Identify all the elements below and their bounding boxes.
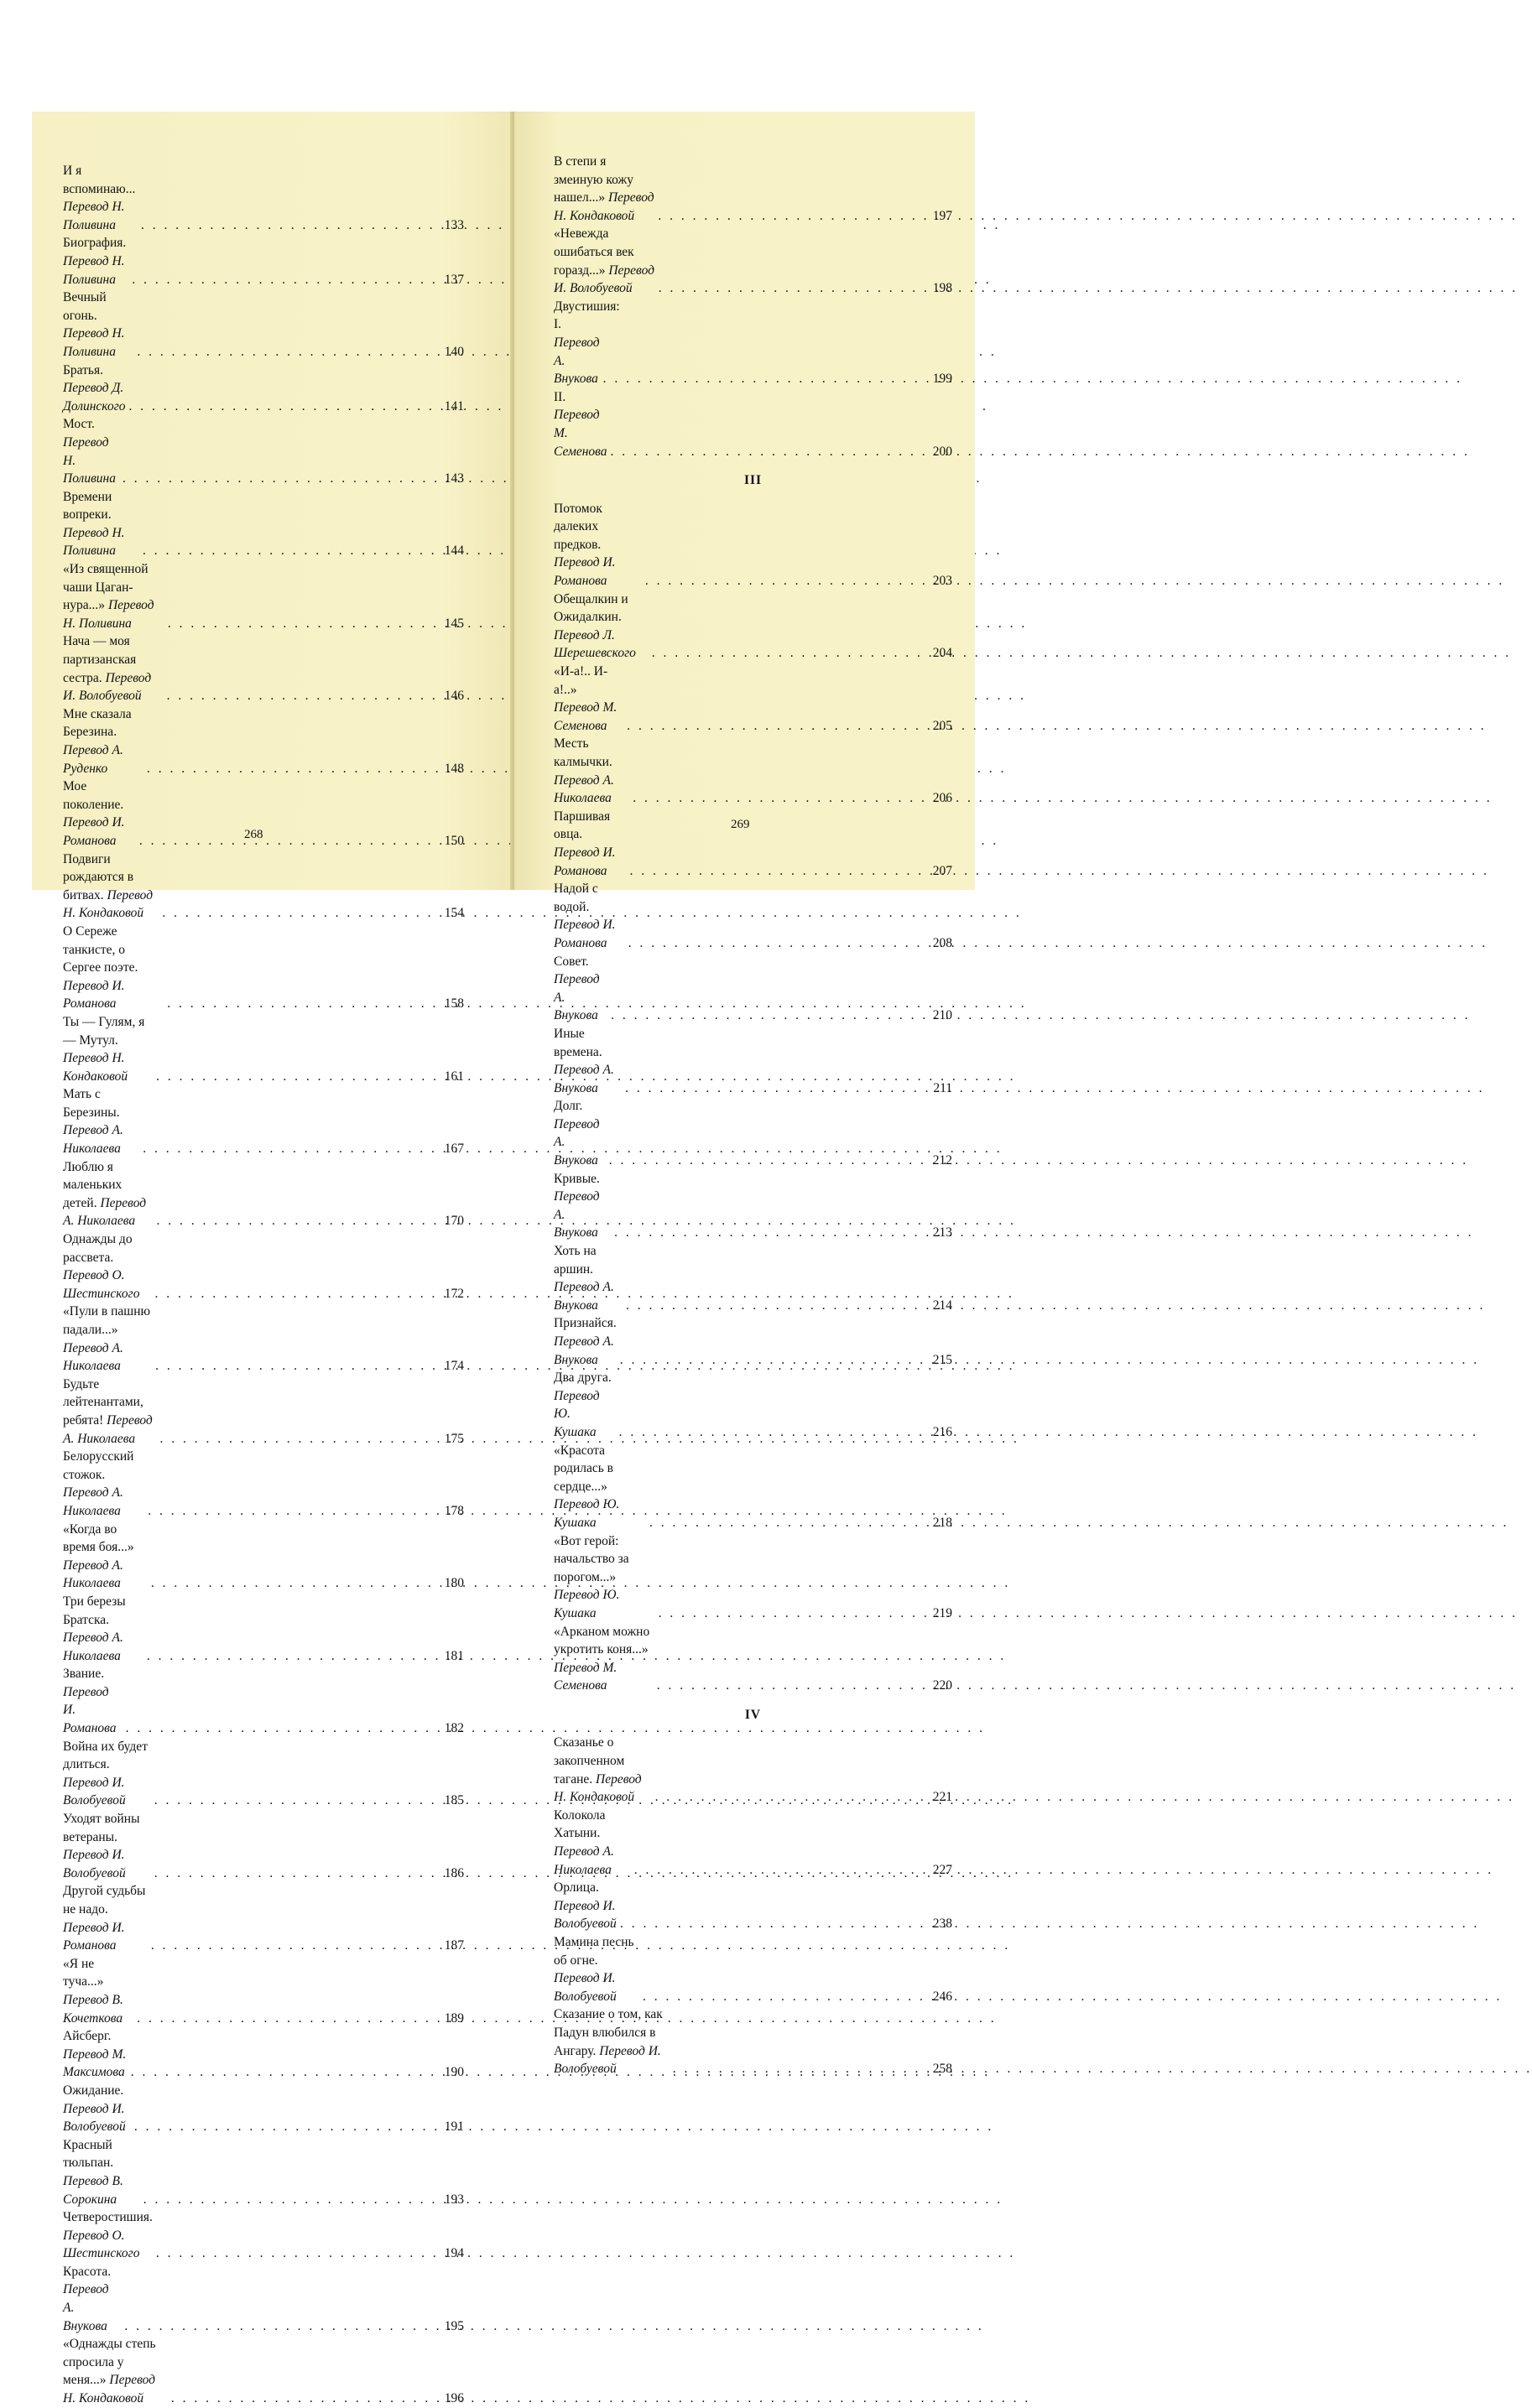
entry-title: И я вспоминаю... (63, 164, 136, 196)
entry-title: «Из священной чаши Цаган-нура...» (63, 562, 149, 613)
right-page (514, 112, 975, 2077)
entry-translator: Перевод А. Внукова (554, 1116, 600, 1168)
entry-title: Уходят войны ветераны. (63, 1812, 140, 1844)
entry-title: Четверостишия. (63, 2210, 153, 2225)
entry-translator: Перевод А. Николаева (63, 1412, 153, 1446)
entry-page-number: 154 (444, 906, 464, 921)
entry-title: Ожидание. (63, 2083, 124, 2098)
entry-translator: Перевод М. Максимова (63, 2047, 127, 2080)
entry-translator: Перевод М. Семенова (554, 408, 607, 459)
entry-title: «Невежда ошибаться век горазд...» (554, 226, 634, 278)
book-spread (32, 112, 975, 2406)
entry-translator: Перевод А. Внукова (554, 1280, 614, 1313)
toc-entry (63, 1376, 464, 1448)
entry-page-number: 197 (932, 208, 952, 223)
entry-translator: Перевод Д. Долинского (63, 381, 126, 413)
entry-title: «Когда во время боя...» (63, 1521, 134, 1555)
dot-leader (620, 1351, 927, 1370)
entry-page-number: 140 (444, 344, 464, 359)
toc-entry (63, 2335, 464, 2407)
entry-page-number: 193 (444, 2192, 464, 2207)
dot-leader (625, 1079, 927, 1098)
entry-page-number: 212 (932, 1153, 952, 1168)
toc-entry (554, 1369, 952, 1441)
section-heading-4: IV (744, 1707, 762, 1722)
entry-title: Будьте лейтенантами, ребята! (63, 1376, 143, 1428)
entry-title: Вечный огонь. (63, 290, 107, 323)
entry-page-number: 204 (932, 646, 952, 661)
entry-title: Однажды до рассвета. (63, 1232, 133, 1265)
dot-leader (129, 398, 439, 416)
entry-page-number: 211 (933, 1080, 952, 1095)
dot-leader (619, 1423, 927, 1442)
entry-translator: Перевод А. Николаева (63, 1485, 123, 1518)
dot-leader (122, 470, 439, 488)
entry-page-number: 198 (932, 281, 952, 296)
entry-translator: Перевод М. Семенова (554, 1660, 617, 1693)
entry-title: Признайся. (554, 1316, 617, 1331)
entry-title: Звание. (63, 1667, 105, 1682)
entry-page-number: 172 (444, 1286, 464, 1301)
entry-translator: Перевод И. Романова (554, 555, 616, 589)
entry-page-number: 186 (444, 1865, 464, 1880)
entry-page-number: 170 (444, 1214, 464, 1229)
entry-translator: Перевод Н. Поливина (63, 253, 125, 287)
toc-entry (63, 488, 464, 560)
toc-entry (63, 1303, 464, 1375)
dot-leader (126, 1719, 439, 1738)
dot-leader (645, 572, 927, 590)
toc-entry (554, 1442, 952, 1532)
entry-page-number: 210 (932, 1008, 952, 1023)
entry-title: II. (554, 389, 566, 404)
toc-entry (63, 2027, 464, 2082)
entry-page-number: 175 (444, 1431, 464, 1446)
dot-leader (155, 1285, 439, 1303)
entry-title: Орлица. (554, 1880, 599, 1896)
dot-leader (168, 615, 439, 633)
toc-entry (63, 1882, 464, 1954)
toc-entry (63, 1521, 464, 1593)
dot-leader (151, 1937, 439, 1955)
entry-title: «И-а!.. И-а!..» (554, 664, 608, 697)
toc-entry (63, 415, 464, 487)
dot-leader (673, 2060, 927, 2078)
toc-entry (554, 1025, 952, 1097)
dot-leader (611, 443, 927, 461)
entry-translator: Перевод Н. Кондаковой (554, 1771, 642, 1805)
page-number-right: 269 (731, 818, 750, 831)
entry-title: Нача — моя партизанская сестра. (63, 634, 137, 685)
toc-entry (554, 1807, 952, 1879)
entry-title: Красный тюльпан. (63, 2137, 114, 2171)
entry-page-number: 187 (444, 1938, 464, 1953)
entry-page-number: 174 (444, 1359, 464, 1374)
page-number-left: 268 (244, 828, 263, 841)
entry-translator: Перевод Н. Поливина (63, 525, 125, 559)
toc-entry (63, 1013, 464, 1085)
entry-translator: Перевод И. Волобуевой (554, 1971, 617, 2004)
entry-translator: Перевод А. Николаева (63, 1195, 147, 1229)
dot-leader (649, 1514, 927, 1532)
entry-translator: Перевод А. Николаева (63, 1340, 123, 1374)
toc-entry (554, 1532, 952, 1623)
entry-translator: Перевод И. Волобуевой (63, 1775, 126, 1808)
dot-leader (151, 1574, 439, 1593)
toc-entry (554, 388, 952, 460)
entry-page-number: 185 (444, 1793, 464, 1808)
dot-leader (137, 343, 439, 361)
entry-page-number: 218 (932, 1515, 952, 1530)
dot-leader (132, 271, 439, 289)
dot-leader (139, 832, 439, 850)
entry-page-number: 182 (444, 1721, 464, 1736)
entry-title: Люблю я маленьких детей. (63, 1159, 122, 1210)
toc-entry (63, 162, 464, 234)
dot-leader (630, 862, 927, 881)
entry-translator: Перевод И. Волобуевой (63, 2101, 126, 2135)
left-page (32, 112, 513, 2406)
entry-page-number: 191 (444, 2119, 464, 2135)
dot-leader (620, 1915, 927, 1933)
entry-page-number: 219 (932, 1605, 952, 1620)
entry-title: Сказанье о закопченном тагане. (554, 1735, 625, 1786)
entry-translator: Перевод А. Николаева (63, 1558, 123, 1591)
toc-entry (63, 778, 464, 850)
toc-entry (63, 1665, 464, 1737)
entry-page-number: 150 (444, 833, 464, 848)
dot-leader (614, 1224, 927, 1242)
dot-leader (155, 1357, 439, 1376)
entry-page-number: 181 (444, 1648, 464, 1663)
entry-translator: Перевод Л. Шерешевского (554, 627, 636, 661)
dot-leader (156, 2244, 439, 2263)
entry-page-number: 213 (932, 1225, 952, 1240)
dot-leader (634, 1861, 927, 1880)
entry-title: Хоть на аршин. (554, 1244, 597, 1277)
toc-entry (554, 2005, 952, 2078)
entry-title: «Пули в пашню падали...» (63, 1304, 151, 1337)
entry-translator: Перевод А. Внукова (554, 1189, 600, 1240)
entry-title: «Красота родилась в сердце...» (554, 1443, 613, 1494)
dot-leader (655, 1788, 927, 1807)
entry-page-number: 137 (444, 272, 464, 287)
toc-entry (63, 361, 464, 416)
entry-title: Паршивая овца. (554, 809, 611, 842)
dot-leader (652, 644, 927, 663)
dot-leader (154, 1792, 439, 1810)
entry-page-number: 216 (932, 1424, 952, 1439)
entry-translator: Перевод Н. Поливина (63, 434, 116, 486)
toc-entry (554, 500, 952, 590)
entry-page-number: 146 (444, 689, 464, 704)
entry-page-number: 246 (932, 1989, 952, 2004)
entry-page-number: 133 (444, 217, 464, 232)
dot-leader (633, 789, 927, 808)
toc-entry (554, 880, 952, 952)
table-of-contents-right (554, 153, 952, 2078)
toc-entry (554, 590, 952, 663)
entry-translator: Перевод И. Романова (63, 815, 125, 848)
dot-leader (156, 1212, 439, 1230)
entry-title: «Арканом можно укротить коня...» (554, 1624, 650, 1657)
dot-leader (609, 1152, 927, 1170)
toc-entry (63, 560, 464, 632)
entry-translator: Перевод И. Романова (554, 918, 616, 950)
entry-translator: Перевод Н. Кондаковой (63, 1051, 128, 1084)
entry-page-number: 141 (444, 398, 464, 413)
entry-page-number: 208 (932, 935, 952, 950)
toc-entry (554, 1170, 952, 1242)
dot-leader (659, 279, 927, 298)
toc-entry (554, 808, 952, 880)
entry-title: Времени вопреки. (63, 489, 112, 523)
entry-translator: Перевод В. Сорокина (63, 2173, 123, 2207)
entry-page-number: 205 (932, 718, 952, 733)
entry-translator: Перевод А. Руденко (63, 743, 123, 776)
entry-page-number: 227 (932, 1862, 952, 1877)
entry-page-number: 144 (444, 543, 464, 559)
dot-leader (143, 542, 439, 560)
dot-leader (156, 1068, 439, 1086)
entry-page-number: 167 (444, 1142, 464, 1157)
dvustishiya-label: Двустишия: (554, 299, 620, 314)
dot-leader (603, 370, 927, 388)
dot-leader (154, 1865, 439, 1883)
dot-leader (659, 1604, 927, 1623)
toc-entry (63, 1448, 464, 1520)
entry-page-number: 206 (932, 791, 952, 806)
entry-translator: Перевод И. Волобуевой (63, 1848, 126, 1880)
entry-title: Другой судьбы не надо. (63, 1884, 146, 1917)
entry-translator: Перевод Н. Поливина (63, 200, 125, 232)
entry-translator: Перевод Н. Поливина (63, 598, 154, 631)
entry-title: В степи я змеиную кожу нашел...» (554, 154, 633, 205)
entry-page-number: 190 (444, 2065, 464, 2080)
entry-page-number: 203 (932, 574, 952, 589)
section-heading-3: III (743, 473, 763, 488)
dot-leader (657, 1677, 927, 1695)
entry-translator: Перевод О. Шестинского (63, 1268, 140, 1301)
dot-leader (141, 216, 439, 235)
entry-translator: Перевод А. Николаева (554, 1844, 614, 1877)
entry-title: Мамина песнь об огне. (554, 1935, 634, 1968)
entry-translator: Перевод А. Николаева (63, 1123, 123, 1157)
dot-leader (147, 760, 439, 778)
entry-translator: Перевод А. Внукова (554, 1063, 614, 1095)
toc-entry (63, 632, 464, 705)
toc-entry (63, 1593, 464, 1665)
dot-leader (137, 2010, 439, 2028)
entry-title: Мне сказала Березина. (63, 706, 132, 740)
toc-entry (554, 1314, 952, 1369)
entry-page-number: 200 (932, 444, 952, 459)
entry-page-number: 238 (932, 1917, 952, 1932)
dot-leader (628, 934, 927, 953)
toc-entry (554, 953, 952, 1025)
toc-entry (63, 1230, 464, 1303)
entry-translator: Перевод А. Внукова (554, 1334, 614, 1367)
entry-title: Белорусский стожок. (63, 1449, 134, 1482)
dot-leader (171, 2390, 439, 2408)
entry-page-number: 195 (444, 2318, 464, 2333)
entry-title: Надой с водой. (554, 882, 598, 914)
entry-title: Подвиги рождаются в битвах. (63, 851, 134, 902)
entry-translator: Перевод Н. Кондаковой (63, 887, 154, 921)
dot-leader (658, 207, 927, 226)
toc-entry (554, 663, 952, 735)
dot-leader (148, 1502, 439, 1521)
entry-title: «Однажды степь спросила у меня...» (63, 2337, 156, 2388)
toc-entry (554, 735, 952, 807)
entry-title: Мост. (63, 417, 95, 432)
dot-leader (147, 1647, 439, 1666)
entry-translator: Перевод А. Николаева (63, 1630, 123, 1663)
toc-entry (554, 1623, 952, 1695)
entry-translator: Перевод И. Волобуевой (63, 670, 152, 704)
entry-page-number: 220 (932, 1678, 952, 1693)
entry-page-number: 207 (932, 863, 952, 878)
entry-title: Красота. (63, 2264, 112, 2279)
toc-entry (554, 225, 952, 297)
entry-title: Колокола Хатыни. (554, 1807, 606, 1841)
toc-entry (554, 1879, 952, 1933)
entry-translator: Перевод И. Романова (63, 1920, 125, 1953)
table-of-contents-left (63, 162, 464, 2408)
entry-title: Долг. (554, 1099, 583, 1114)
entry-title: Три березы Братска. (63, 1594, 126, 1627)
entry-page-number: 215 (932, 1352, 952, 1367)
entry-translator: Перевод Ю. Кушака (554, 1497, 620, 1530)
dot-leader (143, 2191, 439, 2209)
entry-translator: Перевод В. Кочеткова (63, 1992, 123, 2026)
entry-title: Потомок далеких предков. (554, 501, 602, 552)
toc-entry (63, 923, 464, 1013)
toc-entry (554, 315, 952, 387)
toc-entry (554, 1734, 952, 1806)
entry-page-number: 161 (444, 1069, 464, 1084)
toc-entry (63, 850, 464, 923)
entry-title: Обещалкин и Ожидалкин. (554, 591, 628, 625)
entry-page-number: 148 (444, 761, 464, 776)
entry-page-number: 158 (444, 996, 464, 1012)
dot-leader (143, 1140, 439, 1158)
entry-title: Биография. (63, 236, 127, 251)
toc-entry (63, 2136, 464, 2208)
toc-entry (63, 2082, 464, 2136)
dot-leader (160, 1430, 439, 1448)
toc-entry (554, 1933, 952, 2005)
entry-title: Иные времена. (554, 1026, 602, 1059)
entry-translator: Перевод А. Николаева (554, 772, 614, 806)
entry-title: Ты — Гулям, я — Мутул. (63, 1014, 145, 1048)
entry-translator: Перевод А. Внукова (63, 2282, 109, 2333)
entry-page-number: 180 (444, 1576, 464, 1591)
dot-leader (167, 687, 439, 705)
entry-page-number: 258 (932, 2062, 952, 2077)
entry-title: Война их будет длиться. (63, 1739, 148, 1772)
toc-entry (63, 234, 464, 289)
entry-title: О Сереже танкисте, о Сергее поэте. (63, 923, 138, 975)
entry-title: Сказание о том, как Падун влюбился в Ангару. (554, 2007, 663, 2058)
entry-title: Месть калмычки. (554, 736, 612, 769)
toc-entry (63, 1810, 464, 1882)
entry-page-number: 214 (932, 1298, 952, 1313)
entry-translator: Перевод Н. Поливина (63, 326, 125, 359)
entry-translator: Перевод Н. Кондаковой (554, 190, 654, 223)
toc-entry (63, 1738, 464, 1810)
toc-entry (63, 705, 464, 778)
entry-page-number: 178 (444, 1503, 464, 1518)
entry-title: Мать с Березины. (63, 1087, 120, 1120)
entry-translator: Перевод И. Волобуевой (554, 2043, 661, 2077)
entry-page-number: 145 (444, 616, 464, 631)
dot-leader (162, 904, 439, 923)
entry-translator: Перевод Ю. Кушака (554, 1588, 620, 1620)
toc-entry (63, 289, 464, 361)
toc-entry (63, 1085, 464, 1157)
entry-title: Айсберг. (63, 2029, 112, 2044)
dot-leader (134, 2118, 439, 2136)
toc-entry (554, 153, 952, 225)
entry-title: Братья. (63, 362, 103, 377)
entry-page-number: 199 (932, 372, 952, 387)
entry-translator: Перевод А. Внукова (554, 972, 600, 1023)
entry-translator: Перевод И. Романова (554, 845, 616, 878)
dot-leader (167, 995, 439, 1013)
entry-translator: Перевод И. Романова (63, 1684, 117, 1736)
entry-page-number: 189 (444, 2010, 464, 2026)
entry-translator: Перевод Н. Кондаковой (63, 2373, 155, 2406)
entry-title: Мое поколение. (63, 779, 124, 812)
dot-leader (627, 717, 927, 736)
entry-title: Кривые. (554, 1171, 600, 1186)
entry-page-number: 194 (444, 2246, 464, 2261)
entry-page-number: 143 (444, 471, 464, 486)
entry-translator: Перевод А. Внукова (554, 335, 600, 387)
dot-leader (131, 2063, 439, 2082)
entry-title: I. (554, 317, 562, 332)
toc-entry (554, 1242, 952, 1314)
entry-translator: Перевод Ю. Кушака (554, 1388, 600, 1439)
entry-page-number: 221 (932, 1790, 952, 1805)
toc-entry (63, 1955, 464, 2027)
entry-translator: Перевод М. Семенова (554, 700, 617, 733)
toc-entry (63, 2208, 464, 2263)
dot-leader (124, 2317, 439, 2336)
entry-title: Два друга. (554, 1370, 612, 1386)
entry-title: «Вот герой: начальство за порогом...» (554, 1533, 629, 1584)
toc-entry (63, 2263, 464, 2335)
toc-entry (63, 1158, 464, 1230)
toc-entry (554, 1097, 952, 1169)
entry-translator: Перевод И. Романова (63, 978, 125, 1012)
entry-page-number: 196 (444, 2391, 464, 2406)
entry-translator: Перевод И. Волобуевой (554, 263, 654, 296)
entry-translator: Перевод О. Шестинского (63, 2228, 140, 2261)
entry-title: «Я не туча...» (63, 1956, 104, 1989)
entry-translator: Перевод И. Волобуевой (554, 1898, 617, 1932)
dot-leader (643, 1988, 927, 2006)
dot-leader (626, 1297, 927, 1315)
dot-leader (611, 1006, 927, 1025)
entry-title: Совет. (554, 954, 589, 969)
